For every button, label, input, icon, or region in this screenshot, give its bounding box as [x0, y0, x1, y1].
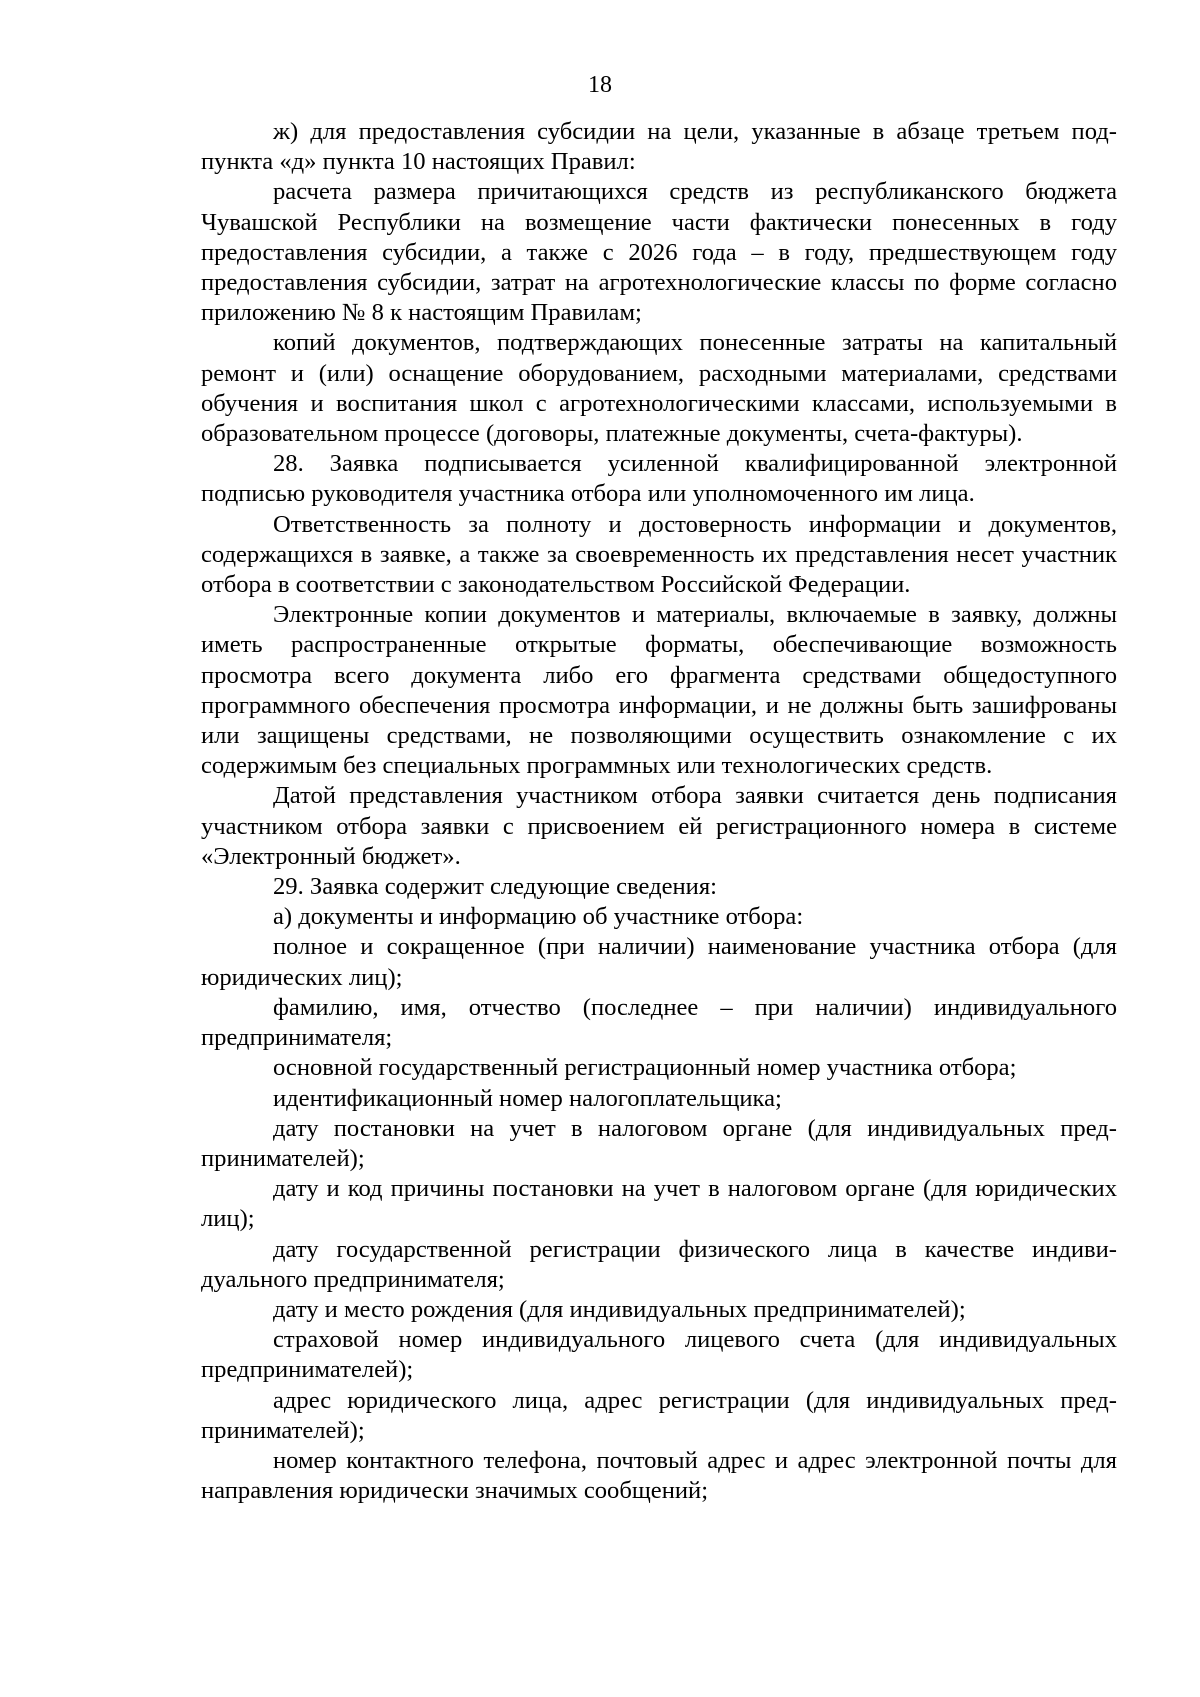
paragraph-state-registration-date: дату государственной регистрации физического лица в качестве индивидуального предпринимателя; — [201, 1235, 1117, 1293]
paragraph-kpp: дату и код причины постановки на учет в налоговом органе (для юридических лиц); — [201, 1175, 1117, 1233]
paragraph-snils: страховой номер индивидуального лицевого счета (для индивидуальных предпринимателей); — [201, 1326, 1117, 1384]
paragraph-subitem-zh: ж) для предоставления субсидии на цели, указанные в абзаце третьем подпункта «д» пункта 10 настоящих Правил: — [201, 118, 1117, 176]
paragraph-ogrn: основной государственный регистрационный номер участника отбора; — [273, 1054, 1017, 1082]
paragraph-tax-registration-date: дату постановки на учет в налоговом органе (для индивидуальных предпринимателей); — [201, 1114, 1117, 1172]
paragraph-entrepreneur-name: фамилию, имя, отчество (последнее – при наличии) индивидуального предпринимателя; — [201, 993, 1117, 1052]
paragraph-submission-date: Датой представления участником отбора заявки считается день подписания участником отбора заявки с присвоением ей регистрационного номера в системе «Электронный бюджет». — [201, 782, 1117, 870]
paragraph-birth-date-place: дату и место рождения (для индивидуальных предпринимателей); — [273, 1295, 966, 1323]
paragraph-inn: идентификационный номер налогоплательщика; — [273, 1084, 782, 1112]
page-number: 18 — [588, 72, 612, 98]
paragraph-full-name: полное и сокращенное (при наличии) наименование участника отбора (для юридических лиц); — [201, 933, 1117, 991]
paragraph-address: адрес юридического лица, адрес регистрации (для индивидуальных предпринимателей); — [201, 1386, 1117, 1444]
paragraph-subitem-a: а) документы и информацию об участнике отбора: — [273, 903, 804, 931]
paragraph-calculation: расчета размера причитающихся средств из республиканского бюджета Чувашской Республики на возмещение части фактически понесенных в году предоставления субсидии, а также с 2026 года – в году, предшествующем году предоставления субсидии, затрат на агротехнологические классы по форме согласно приложению № 8 к настоящим Правилам; — [201, 178, 1117, 327]
text-body — [201, 117, 1117, 1506]
paragraph-responsibility: Ответственность за полноту и достоверность информации и документов, содержащихся в заявке, а также за своевременность их представления несет участник отбора в соответствии с законодательством Российской Федерации. — [201, 510, 1117, 599]
paragraph-item-29: 29. Заявка содержит следующие сведения: — [273, 873, 717, 901]
paragraph-document-copies: копий документов, подтверждающих понесенные затраты на капитальный ремонт и (или) оснащение оборудованием, расходными материалами, средствами обучения и воспитания школ с агротехнологическими классами, используемыми в образовательном процессе (договоры, платежные документы, счета-фактуры). — [201, 329, 1117, 448]
paragraph-contacts: номер контактного телефона, почтовый адрес и адрес электронной почты для направления юридически значимых сообщений; — [201, 1446, 1117, 1505]
paragraph-electronic-copies: Электронные копии документов и материалы, включаемые в заявку, должны иметь распространенные открытые форматы, обеспечивающие возможность просмотра всего документа либо его фрагмента средствами общедоступного программного обеспечения просмотра информации, и не должны быть зашифрованы или защищены средствами, не позволяющими осуществить ознакомление с их содержимым без специальных программных или технологических средств. — [201, 601, 1117, 780]
paragraph-item-28: 28. Заявка подписывается усиленной квалифицированной электронной подписью руководителя участника отбора или уполномоченного им лица. — [201, 450, 1117, 508]
